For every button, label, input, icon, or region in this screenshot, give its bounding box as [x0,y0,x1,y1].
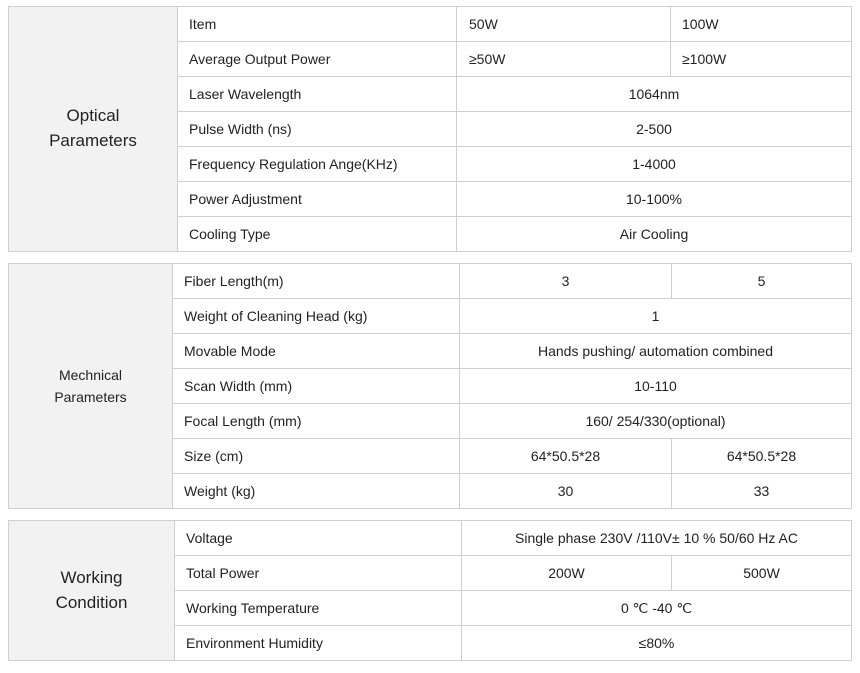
row-label: Frequency Regulation Ange(KHz) [178,147,457,182]
working-condition-table [8,520,852,661]
row-label: Weight of Cleaning Head (kg) [173,299,460,334]
cell-value: 64*50.5*28 [672,439,852,474]
cell-value: 1 [460,299,852,334]
row-label: Focal Length (mm) [173,404,460,439]
section-label-line: Working [60,567,123,587]
cell-value: 0 ℃ -40 ℃ [462,591,852,626]
row-label: Scan Width (mm) [173,369,460,404]
table-row [9,7,852,42]
row-label: Environment Humidity [175,626,462,661]
cell-value: 2-500 [457,112,852,147]
cell-value: 10-110 [460,369,852,404]
column-header-100w: 100W [671,7,852,42]
cell-value: Air Cooling [457,217,852,252]
row-label: Fiber Length(m) [173,264,460,299]
section-label-line: Condition [55,592,128,612]
section-label-line: Optical [66,106,120,126]
cell-value: ≤80% [462,626,852,661]
cell-value: 1-4000 [457,147,852,182]
cell-value: 64*50.5*28 [460,439,672,474]
cell-value: Single phase 230V /110V± 10 % 50/60 Hz AC [462,521,852,556]
cell-value: 30 [460,474,672,509]
section-label-line: Parameters [49,131,137,150]
section-label-working [9,521,175,661]
cell-value: ≥100W [671,42,852,77]
cell-value: 3 [460,264,672,299]
cell-value: 5 [672,264,852,299]
row-label: Power Adjustment [178,182,457,217]
column-header-50w: 50W [457,7,671,42]
cell-value: 200W [462,556,672,591]
row-label: Item [178,7,457,42]
section-label-optical [9,7,178,252]
cell-value: Hands pushing/ automation combined [460,334,852,369]
cell-value: 33 [672,474,852,509]
optical-parameters-table [8,6,852,252]
row-label: Voltage [175,521,462,556]
row-label: Pulse Width (ns) [178,112,457,147]
section-label-line: Mechnical [58,366,123,383]
row-label: Working Temperature [175,591,462,626]
cell-value: 160/ 254/330(optional) [460,404,852,439]
row-label: Total Power [175,556,462,591]
row-label: Cooling Type [178,217,457,252]
table-row [9,521,852,556]
table-row [9,264,852,299]
row-label: Average Output Power [178,42,457,77]
cell-value: 1064nm [457,77,852,112]
row-label: Size (cm) [173,439,460,474]
section-label-line: Parameters [54,389,127,405]
row-label: Laser Wavelength [178,77,457,112]
cell-value: 500W [672,556,852,591]
row-label: Weight (kg) [173,474,460,509]
row-label: Movable Mode [173,334,460,369]
section-label-mechanical [9,264,173,509]
cell-value: ≥50W [457,42,671,77]
cell-value: 10-100% [457,182,852,217]
mechanical-parameters-table [8,263,852,509]
